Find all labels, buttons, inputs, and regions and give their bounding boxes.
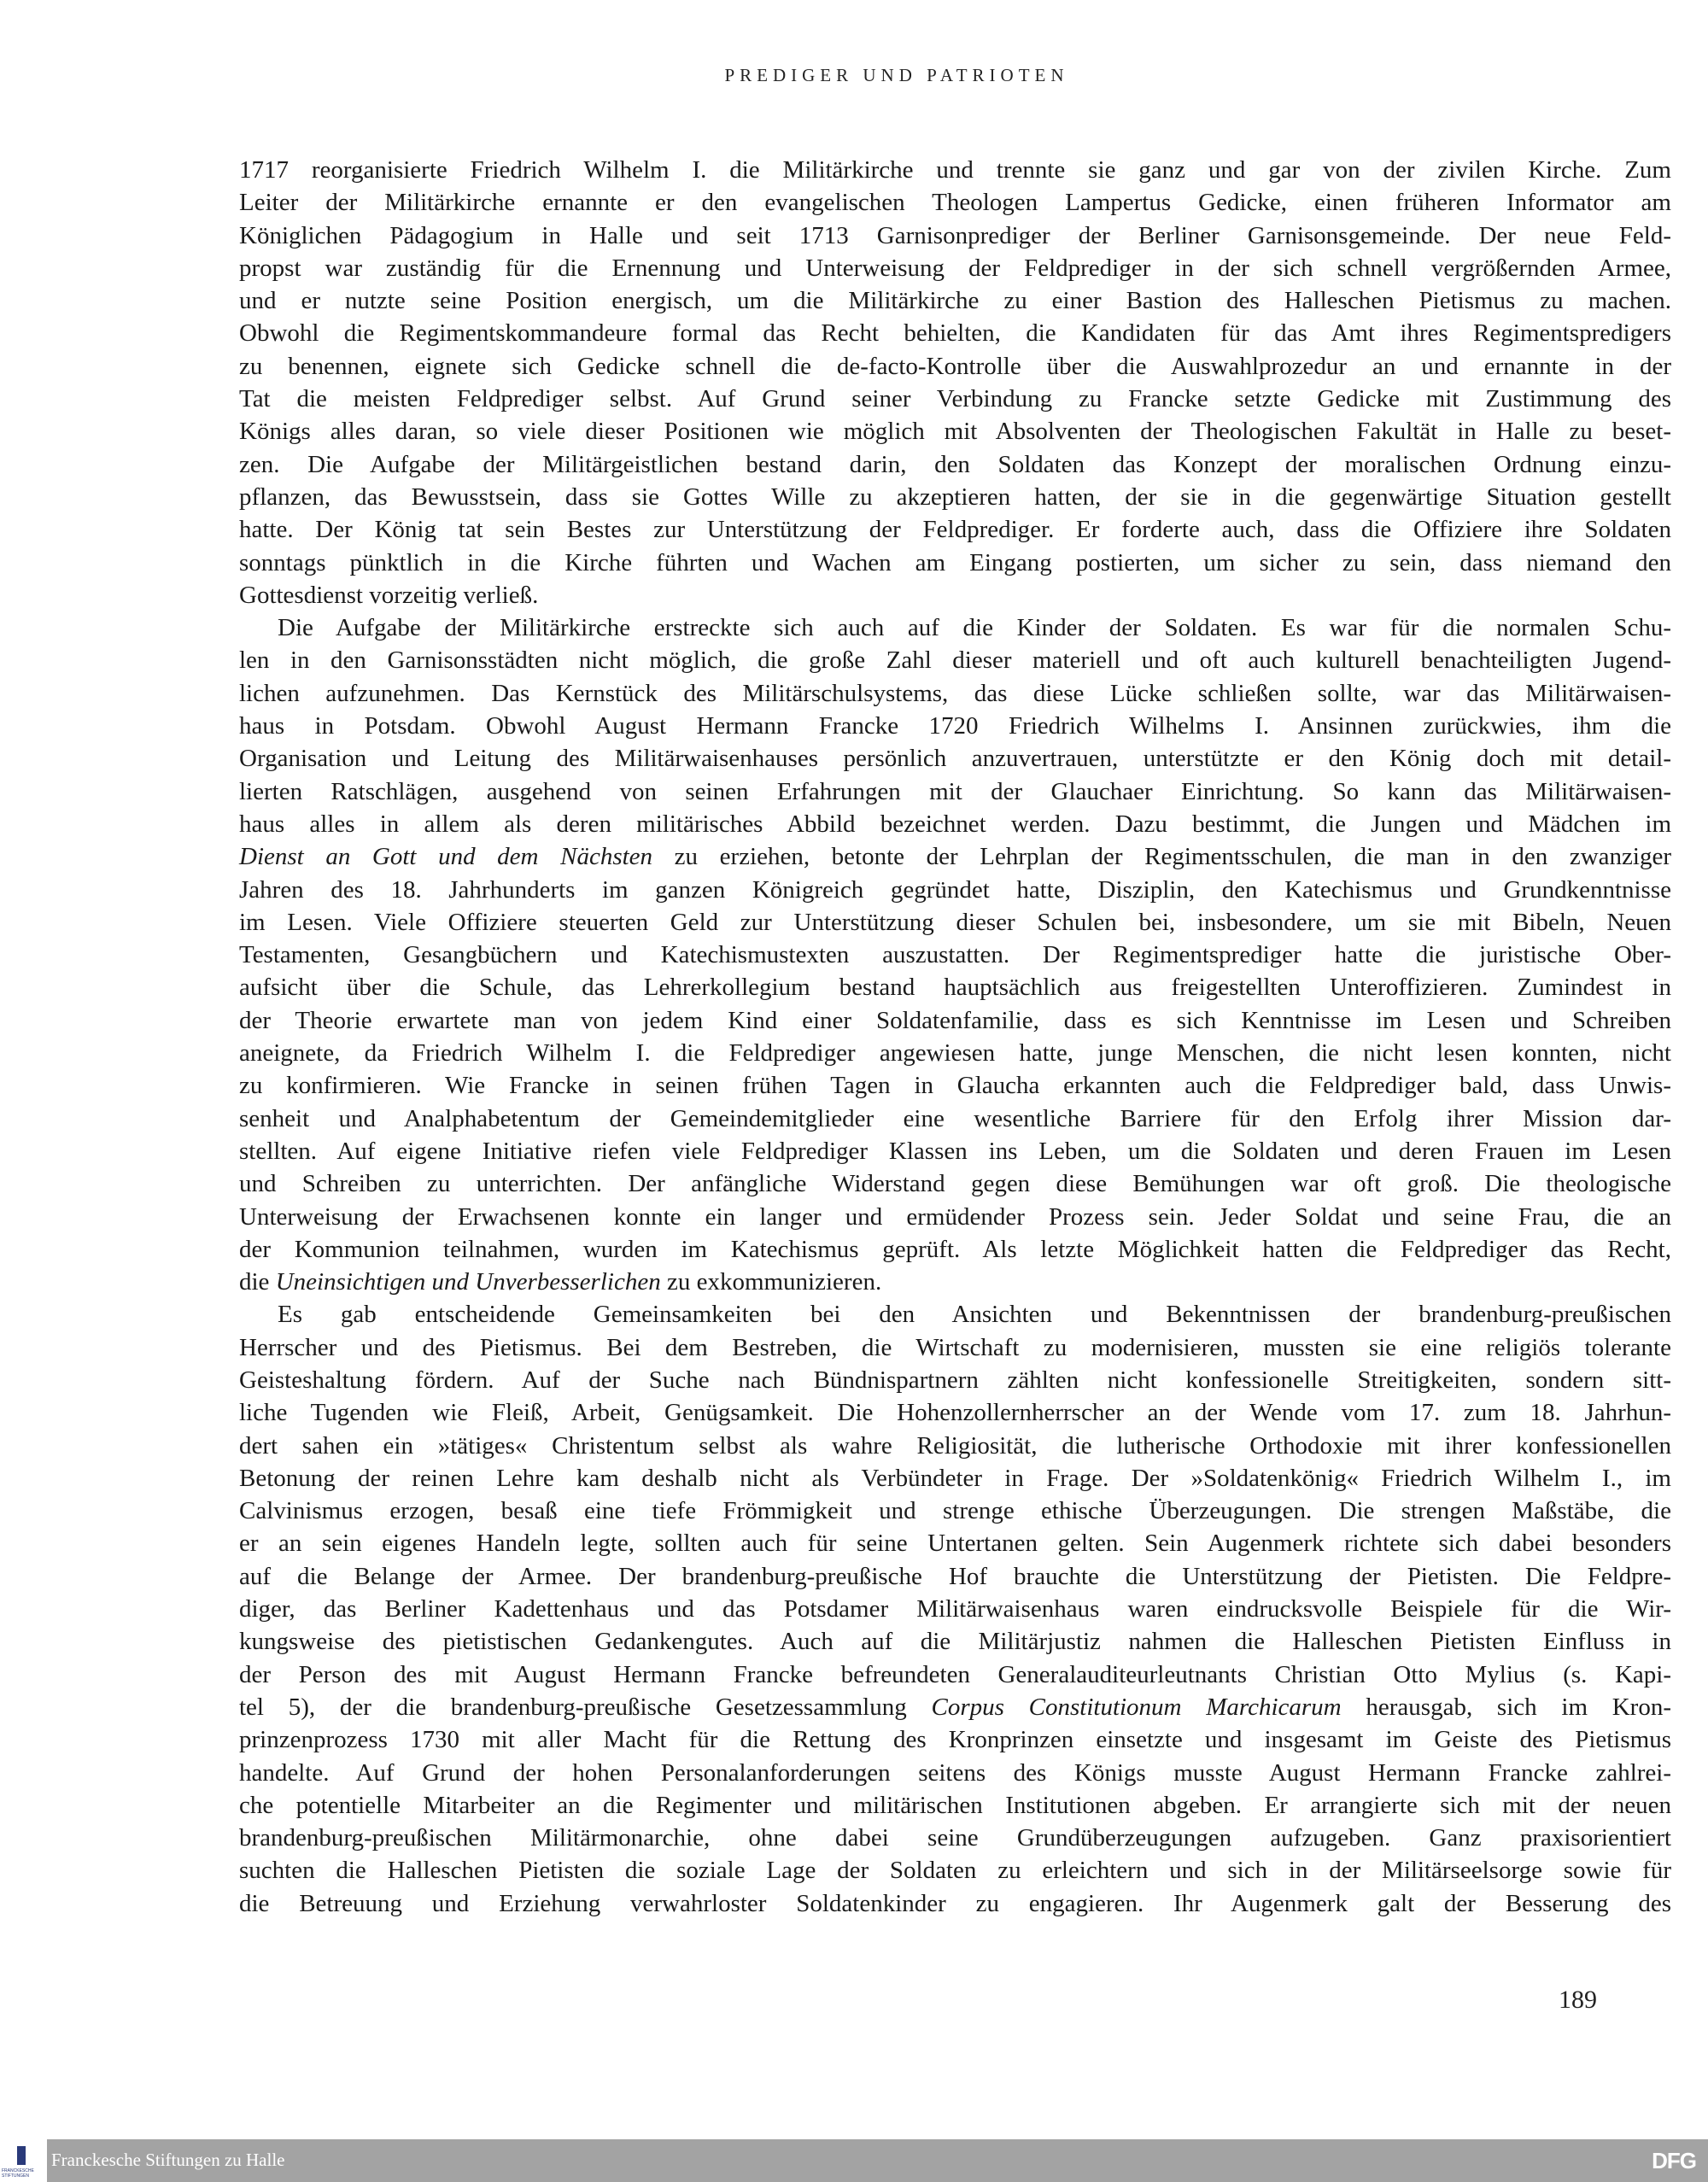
paragraph — [239, 1298, 1671, 1920]
text-line: Es gab entscheidende Gemeinsamkeiten bei den Ansichten und Bekenntnissen der brandenburg-preußischen — [278, 1301, 1671, 1329]
text-line: Testamenten, Gesangbüchern und Katechismustexten auszustatten. Der Regimentsprediger hatte die juristische Ober- — [239, 941, 1671, 969]
text-line: diger, das Berliner Kadettenhaus und das Potsdamer Militärwaisenhaus waren eindrucksvolle Beispiele für die Wir- — [239, 1595, 1671, 1623]
text-line: zu konfirmieren. Wie Francke in seinen frühen Tagen in Glaucha erkannten auch die Feldprediger bald, dass Unwis- — [239, 1072, 1671, 1100]
text-line: pflanzen, das Bewusstsein, dass sie Gottes Wille zu akzeptieren hatten, der sie in die gegenwärtige Situation gestellt — [239, 483, 1671, 511]
text-line: kungsweise des pietistischen Gedankengutes. Auch auf die Militärjustiz nahmen die Halleschen Pietisten Einfluss in — [239, 1628, 1671, 1656]
page-number: 189 — [1559, 1986, 1597, 2014]
text-line: hatte. Der König tat sein Bestes zur Unterstützung der Feldprediger. Er forderte auch, dass die Offiziere ihre Soldaten — [239, 516, 1671, 544]
text-segment: zu erziehen, betonte der Lehrplan der Regimentsschulen, die man in den zwanziger — [652, 843, 1672, 871]
text-line: der Kommunion teilnahmen, wurden im Katechismus geprüft. Als letzte Möglichkeit hatten die Feldprediger das Recht, — [239, 1235, 1671, 1263]
italic-phrase: Dienst an Gott und dem Nächsten — [239, 843, 653, 871]
text-line: che potentielle Mitarbeiter an die Regimenter und militärischen Institutionen abgeben. Er arrangierte sich mit der neuen — [239, 1791, 1671, 1819]
text-line: haus in Potsdam. Obwohl August Hermann Francke 1720 Friedrich Wilhelms I. Ansinnen zurückwies, ihm die — [239, 712, 1671, 740]
text-line: Organisation und Leitung des Militärwaisenhauses persönlich anzuvertrauen, unterstützte er den König doch mit detail- — [239, 745, 1671, 773]
institution-label: Franckesche Stiftungen zu Halle — [51, 2150, 285, 2170]
text-line: und er nutzte seine Position energisch, um die Militärkirche zu einer Bastion des Halleschen Pietismus zu machen. — [239, 287, 1671, 315]
text-segment: die — [239, 1268, 276, 1296]
text-line: Die Aufgabe der Militärkirche erstreckte sich auch auf die Kinder der Soldaten. Es war für die normalen Schu- — [278, 614, 1671, 642]
running-head: PREDIGER UND PATRIOTEN — [724, 65, 1069, 85]
paragraph — [239, 154, 1671, 611]
text-line: Unterweisung der Erwachsenen konnte ein langer und ermüdender Prozess sein. Jeder Soldat und seine Frau, die an — [239, 1202, 1671, 1231]
text-segment: tel 5), der die brandenburg-preußische Gesetzessammlung — [239, 1693, 932, 1721]
text-line: im Lesen. Viele Offiziere steuerten Geld zur Unterstützung dieser Schulen bei, insbesondere, um sie mit Bibeln, Neuen — [239, 908, 1671, 936]
text-line: lierten Ratschlägen, ausgehend von seinen Erfahrungen mit der Glauchaer Einrichtung. So kann das Militärwaisen- — [239, 777, 1671, 805]
text-line: der Person des mit August Hermann Francke befreundeten Generalauditeurleutnants Christian Otto Mylius (s. Kapi- — [239, 1660, 1671, 1688]
text-line: aneignete, da Friedrich Wilhelm I. die Feldprediger angewiesen hatte, junge Menschen, die nicht lesen konnten, nicht — [239, 1039, 1671, 1068]
text-line: sonntags pünktlich in die Kirche führten und Wachen am Eingang postierten, um sicher zu sein, dass niemand den — [239, 548, 1671, 576]
text-line: stellten. Auf eigene Initiative riefen viele Feldprediger Klassen ins Leben, um die Soldaten und deren Frauen im Lesen — [239, 1137, 1671, 1165]
text-line: prinzenprozess 1730 mit aller Macht für die Rettung des Kronprinzen einsetzte und insgesamt im Geiste des Pietismus — [239, 1726, 1671, 1754]
logo-figure-icon — [17, 2146, 26, 2165]
text-line: Jahren des 18. Jahrhunderts im ganzen Königreich gegründet hatte, Disziplin, den Katechismus und Grundkenntnisse — [239, 875, 1671, 904]
paragraph — [239, 611, 1671, 1298]
text-line: senheit und Analphabetentum der Gemeindemitglieder eine wesentliche Barriere für den Erfolg ihrer Mission dar- — [239, 1104, 1671, 1132]
text-line: der Theorie erwartete man von jedem Kind einer Soldatenfamilie, dass es sich Kenntnisse im Lesen und Schreiben — [239, 1006, 1671, 1034]
text-line: Tat die meisten Feldprediger selbst. Auf Grund seiner Verbindung zu Francke setzte Gedicke mit Zustimmung des — [239, 385, 1671, 413]
text-line: brandenburg-preußischen Militärmonarchie, ohne dabei seine Grundüberzeugungen aufzugeben. Ganz praxisorientiert — [239, 1824, 1671, 1852]
text-line — [239, 840, 1671, 873]
text-segment: herausgab, sich im Kron- — [1341, 1693, 1671, 1721]
franckesche-stiftungen-logo — [0, 2139, 47, 2182]
body-text — [239, 154, 1671, 1920]
text-line: aufsicht über die Schule, das Lehrerkollegium bestand hauptsächlich aus freigestellten Unteroffizieren. Zumindest in — [239, 974, 1671, 1002]
text-line: propst war zuständig für die Ernennung und Unterweisung der Feldprediger in der sich schnell vergrößernden Armee, — [239, 254, 1671, 282]
text-line: lichen aufzunehmen. Das Kernstück des Militärschulsystems, das diese Lücke schließen sollte, war das Militärwaisen- — [239, 679, 1671, 707]
text-line: Königs alles daran, so viele dieser Positionen wie möglich mit Absolventen der Theologischen Fakultät in Halle zu beset- — [239, 418, 1671, 446]
text-line: dert sahen ein »tätiges« Christentum selbst als wahre Religiosität, die lutherische Orthodoxie mit ihrer konfessionellen — [239, 1431, 1671, 1460]
text-line: liche Tugenden wie Fleiß, Arbeit, Genügsamkeit. Die Hohenzollernherrscher an der Wende vom 17. zum 18. Jahrhun- — [239, 1399, 1671, 1427]
text-line: die Betreuung und Erziehung verwahrloster Soldatenkinder zu engagieren. Ihr Augenmerk galt der Besserung des — [239, 1889, 1671, 1917]
dfg-logo: DFG — [1652, 2148, 1696, 2173]
text-line — [239, 1691, 1671, 1723]
text-line: Gottesdienst vorzeitig verließ. — [239, 581, 539, 609]
text-line: Leiter der Militärkirche ernannte er den evangelischen Theologen Lampertus Gedicke, einen früheren Informator am — [239, 189, 1671, 217]
logo-text: FRANCKESCHE STIFTUNGEN — [2, 2168, 34, 2179]
text-line: 1717 reorganisierte Friedrich Wilhelm I. die Militärkirche und trennte sie ganz und gar von der zivilen Kirche. Zum — [239, 156, 1671, 184]
text-line: auf die Belange der Armee. Der brandenburg-preußische Hof brauchte die Unterstützung der Pietisten. Die Feldpre- — [239, 1562, 1671, 1590]
text-line: er an sein eigenes Handeln legte, sollten auch für seine Untertanen gelten. Sein Augenmerk richtete sich dabei besonders — [239, 1530, 1671, 1558]
text-line: zu benennen, eignete sich Gedicke schnell die de-facto-Kontrolle über die Auswahlprozedur an und ernannte in der — [239, 352, 1671, 380]
text-line: Calvinismus erzogen, besaß eine tiefe Frömmigkeit und strenge ethische Überzeugungen. Die strengen Maßstäbe, die — [239, 1497, 1671, 1525]
text-line — [239, 1266, 1671, 1298]
text-line: Geisteshaltung fördern. Auf der Suche nach Bündnispartnern zählten nicht konfessionelle Streitigkeiten, sondern sitt- — [239, 1366, 1671, 1394]
text-line: Betonung der reinen Lehre kam deshalb nicht als Verbündeter in Frage. Der »Soldatenkönig« Friedrich Wilhelm I., im — [239, 1464, 1671, 1492]
footer-bar — [0, 2139, 1708, 2182]
text-line: haus alles in allem als deren militärisches Abbild bezeichnet werden. Dazu bestimmt, die Jungen und Mädchen im — [239, 810, 1671, 838]
text-segment: zu exkommunizieren. — [660, 1268, 882, 1296]
text-line: handelte. Auf Grund der hohen Personalanforderungen seitens des Königs musste August Hermann Francke zahlrei- — [239, 1758, 1671, 1787]
text-line: Herrscher und des Pietismus. Bei dem Bestreben, die Wirtschaft zu modernisieren, mussten sie eine religiös tolerante — [239, 1333, 1671, 1361]
text-line: zen. Die Aufgabe der Militärgeistlichen bestand darin, den Soldaten das Konzept der moralischen Ordnung einzu- — [239, 450, 1671, 478]
italic-phrase: Uneinsichtigen und Unverbesserlichen — [275, 1268, 661, 1296]
text-line: und Schreiben zu unterrichten. Der anfängliche Widerstand gegen diese Bemühungen war oft groß. Die theologische — [239, 1170, 1671, 1198]
text-line: len in den Garnisonsstädten nicht möglich, die große Zahl dieser materiell und oft auch kulturell benachteiligten Jugend- — [239, 646, 1671, 675]
text-line: Königlichen Pädagogium in Halle und seit 1713 Garnisonprediger der Berliner Garnisonsgemeinde. Der neue Feld- — [239, 221, 1671, 249]
italic-phrase: Corpus Constitutionum Marchicarum — [931, 1693, 1342, 1721]
text-line: suchten die Halleschen Pietisten die soziale Lage der Soldaten zu erleichtern und sich in der Militärseelsorge sowie für — [239, 1857, 1671, 1885]
text-line: Obwohl die Regimentskommandeure formal das Recht behielten, die Kandidaten für das Amt ihres Regimentspredigers — [239, 319, 1671, 348]
